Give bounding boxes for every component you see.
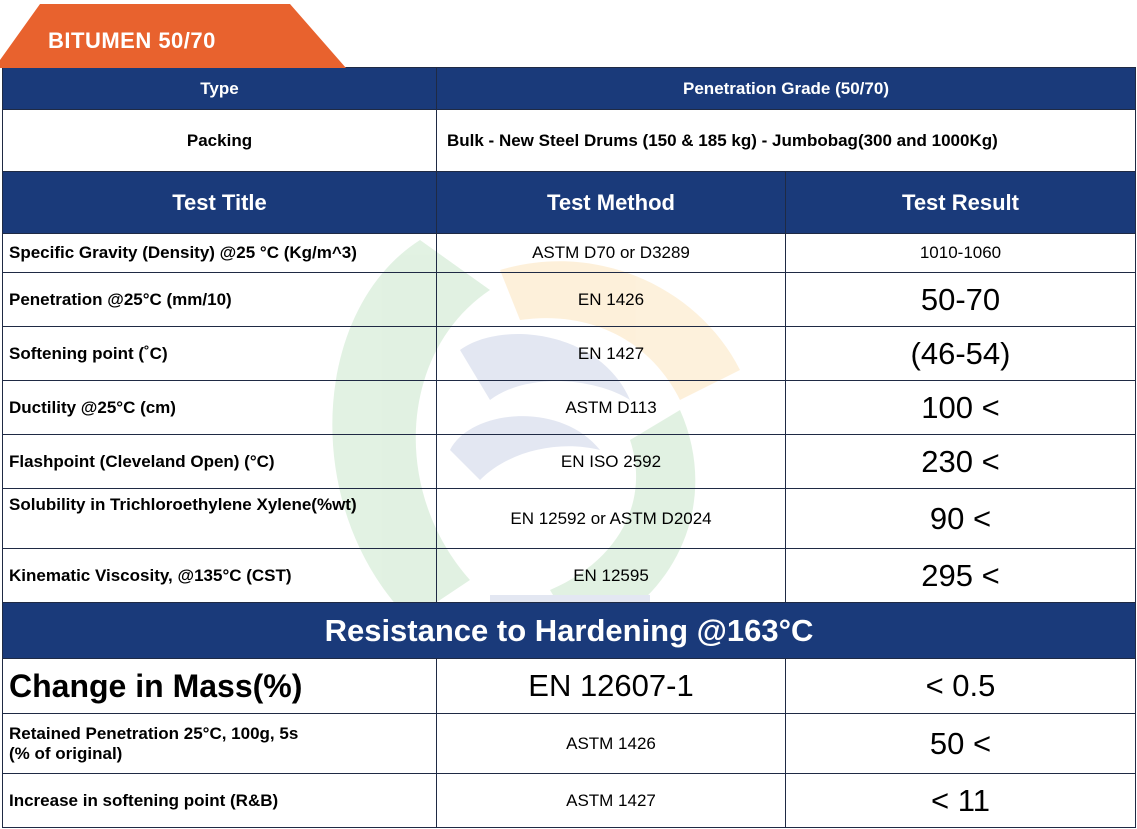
row-title: Change in Mass(%) xyxy=(3,659,437,714)
table-row xyxy=(3,774,1136,828)
row-method: EN 1427 xyxy=(437,327,786,381)
row-result: 230 < xyxy=(786,435,1136,489)
row-result: 1010-1060 xyxy=(786,234,1136,273)
packing-label: Packing xyxy=(3,110,437,172)
row-result: 50-70 xyxy=(786,273,1136,327)
row-result: < 11 xyxy=(786,774,1136,828)
row-result: 295 < xyxy=(786,549,1136,603)
row-method: ASTM D70 or D3289 xyxy=(437,234,786,273)
row-title: Kinematic Viscosity, @135°C (CST) xyxy=(3,549,437,603)
row-title: Increase in softening point (R&B) xyxy=(3,774,437,828)
table-row xyxy=(3,273,1136,327)
type-row xyxy=(3,68,1136,110)
row-title: Ductility @25°C (cm) xyxy=(3,381,437,435)
table-row xyxy=(3,234,1136,273)
section-header-row xyxy=(3,603,1136,659)
row-title: Softening point (˚C) xyxy=(3,327,437,381)
row-method: ASTM 1426 xyxy=(437,714,786,774)
table-row xyxy=(3,435,1136,489)
column-header-row xyxy=(3,172,1136,234)
table-row xyxy=(3,489,1136,549)
row-method: EN ISO 2592 xyxy=(437,435,786,489)
header-test-method: Test Method xyxy=(437,172,786,234)
title-tab xyxy=(0,0,350,68)
row-title: Flashpoint (Cleveland Open) (°C) xyxy=(3,435,437,489)
row-title: Specific Gravity (Density) @25 °C (Kg/m^3) xyxy=(3,234,437,273)
row-title-line2: (% of original) xyxy=(9,743,123,763)
row-method: EN 12592 or ASTM D2024 xyxy=(437,489,786,549)
section-title: Resistance to Hardening @163°C xyxy=(3,603,1136,659)
row-title: Solubility in Trichloroethylene Xylene(%wt) xyxy=(3,489,437,549)
header-test-title: Test Title xyxy=(3,172,437,234)
table-row xyxy=(3,327,1136,381)
row-title: Penetration @25°C (mm/10) xyxy=(3,273,437,327)
row-result: 90 < xyxy=(786,489,1136,549)
row-method: EN 1426 xyxy=(437,273,786,327)
row-result: 50 < xyxy=(786,714,1136,774)
type-value: Penetration Grade (50/70) xyxy=(437,68,1136,110)
row-result: 100 < xyxy=(786,381,1136,435)
table-row xyxy=(3,381,1136,435)
table-row xyxy=(3,714,1136,774)
row-result: < 0.5 xyxy=(786,659,1136,714)
packing-value: Bulk - New Steel Drums (150 & 185 kg) - Jumbobag(300 and 1000Kg) xyxy=(437,110,1136,172)
row-method: ASTM D113 xyxy=(437,381,786,435)
page-title: BITUMEN 50/70 xyxy=(48,28,216,53)
row-title xyxy=(3,714,437,774)
type-label: Type xyxy=(3,68,437,110)
table-row xyxy=(3,659,1136,714)
table-row xyxy=(3,549,1136,603)
row-method: EN 12595 xyxy=(437,549,786,603)
row-result: (46-54) xyxy=(786,327,1136,381)
row-method: EN 12607-1 xyxy=(437,659,786,714)
header-test-result: Test Result xyxy=(786,172,1136,234)
packing-row xyxy=(3,110,1136,172)
row-title-line1: Retained Penetration 25°C, 100g, 5s xyxy=(9,723,299,743)
row-method: ASTM 1427 xyxy=(437,774,786,828)
spec-table xyxy=(2,67,1136,828)
